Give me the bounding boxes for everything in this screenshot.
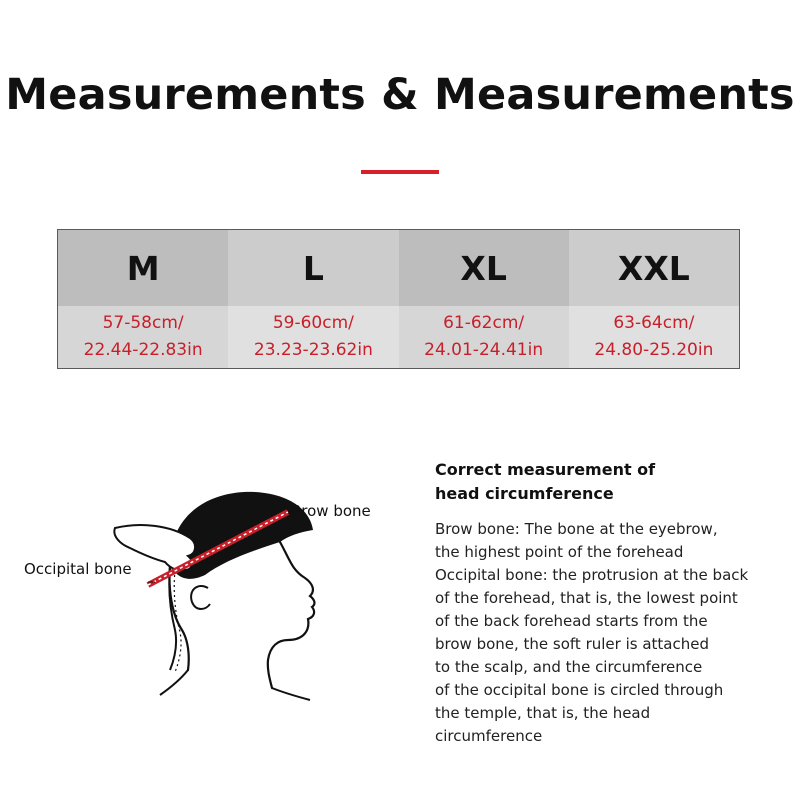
- size-cm: 57-58cm/: [102, 313, 184, 333]
- size-inch: 23.23-23.62in: [253, 340, 373, 360]
- description-line: Brow bone: The bone at the eyebrow,: [435, 520, 718, 538]
- description-line: to the scalp, and the circumference: [435, 658, 703, 676]
- size-label: XXL: [569, 230, 739, 306]
- description-heading: [435, 458, 785, 506]
- size-measurement: [399, 306, 569, 368]
- size-cm: 59-60cm/: [272, 313, 354, 333]
- size-column-xl: [399, 230, 569, 368]
- size-label: L: [228, 230, 398, 306]
- description-line: Occipital bone: the protrusion at the back: [435, 566, 749, 584]
- description-line: circumference: [435, 727, 543, 745]
- heading-line: head circumference: [435, 484, 614, 503]
- size-cm: 61-62cm/: [443, 313, 525, 333]
- description-line: brow bone, the soft ruler is attached: [435, 635, 709, 653]
- size-column-xxl: [569, 230, 739, 368]
- size-inch: 24.01-24.41in: [424, 340, 544, 360]
- title-accent-bar: [361, 170, 439, 174]
- tape-end: [169, 568, 176, 670]
- description-line: the temple, that is, the head: [435, 704, 651, 722]
- description-line: of the forehead, that is, the lowest point: [435, 589, 738, 607]
- size-inch: 22.44-22.83in: [83, 340, 203, 360]
- size-inch: 24.80-25.20in: [594, 340, 714, 360]
- size-label: M: [58, 230, 228, 306]
- size-table: [57, 229, 740, 369]
- description-line: of the occipital bone is circled through: [435, 681, 724, 699]
- size-cm: 63-64cm/: [613, 313, 695, 333]
- description-line: of the back forehead starts from the: [435, 612, 708, 630]
- shoulder-lines: [160, 670, 310, 700]
- ear-shape: [191, 586, 210, 609]
- description-line: the highest point of the forehead: [435, 543, 684, 561]
- heading-line: Correct measurement of: [435, 460, 656, 479]
- size-label: XL: [399, 230, 569, 306]
- page-title: Measurements & Measurements: [5, 70, 795, 120]
- size-measurement: [58, 306, 228, 368]
- measurement-description: [435, 458, 785, 748]
- size-measurement: [569, 306, 739, 368]
- occipital-bone-label: Occipital bone: [24, 560, 132, 578]
- description-body: [435, 518, 785, 748]
- size-column-m: [58, 230, 228, 368]
- head-measurement-figure: [20, 470, 400, 710]
- size-measurement: [228, 306, 398, 368]
- brow-bone-label: Brow bone: [291, 502, 371, 520]
- size-column-l: [228, 230, 398, 368]
